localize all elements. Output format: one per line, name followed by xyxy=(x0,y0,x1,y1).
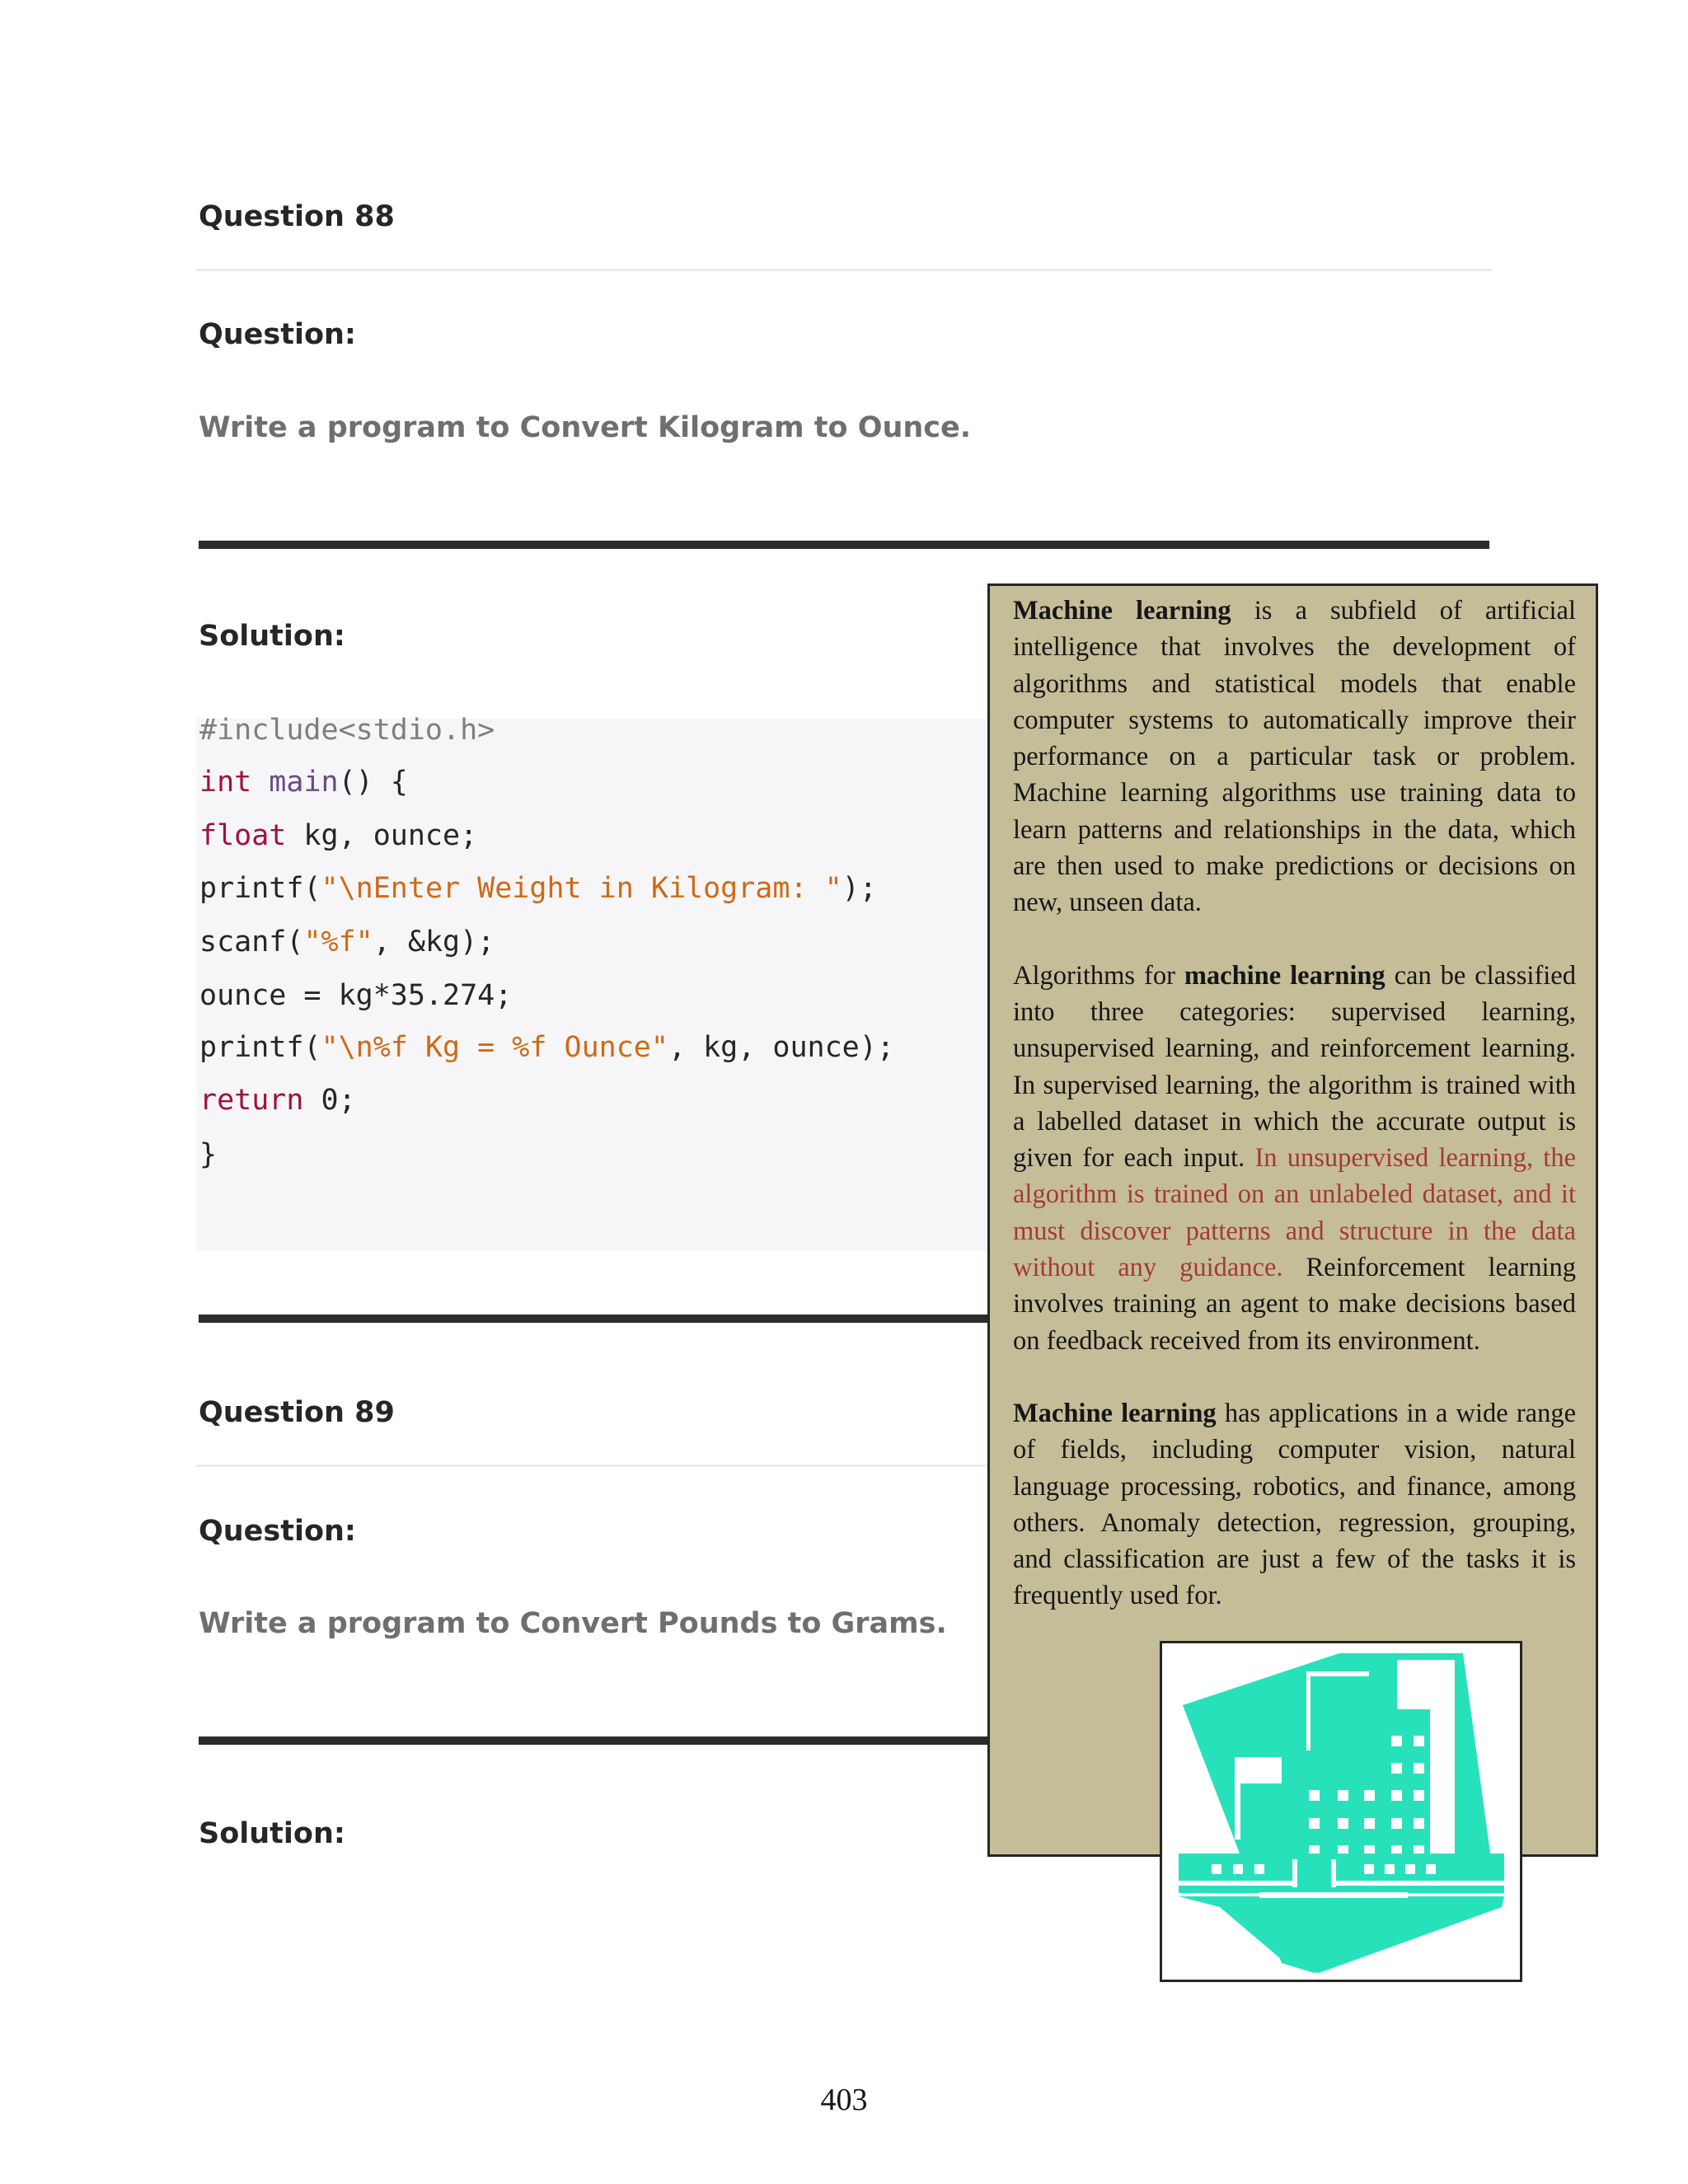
sidebar-paragraph: Machine learning has applications in a wide range of fields, including computer vision, natural language processing, robotics, and finance, among others. Anomaly detection, regression, grouping, and classification are just a few of the tasks it is frequently used for. xyxy=(1013,1398,1576,1611)
code-line: ounce = kg*35.274; xyxy=(199,979,513,1012)
sidebar-paragraph: Machine learning is a subfield of artificial intelligence that involves the development of algorithms and statistical models that enable computer systems to automatically improve their performance on a particular task or problem. Machine learning algorithms use training data to learn patterns and relationships in the data, which are then used to make predictions or decisions on new, unseen data. xyxy=(1013,596,1577,918)
code-line: int main() { xyxy=(199,766,408,799)
solution-label: Solution: xyxy=(199,620,345,653)
code-line: #include<stdio.h> xyxy=(199,714,495,747)
question-88-title: Question 88 xyxy=(199,200,395,233)
divider xyxy=(196,1465,987,1467)
code-line: } xyxy=(199,1138,218,1171)
building-logo-icon xyxy=(1162,1643,1520,1980)
section-divider xyxy=(199,1315,990,1323)
divider xyxy=(196,269,1492,271)
solution-label: Solution: xyxy=(199,1817,345,1850)
logo-frame xyxy=(1160,1641,1522,1982)
question-text: Write a program to Convert Kilogram to Ounce. xyxy=(199,411,972,444)
code-line: float kg, ounce; xyxy=(199,819,478,852)
code-line: scanf("%f", &kg); xyxy=(199,926,495,958)
question-89-title: Question 89 xyxy=(199,1396,395,1429)
code-line: printf("\n%f Kg = %f Ounce", kg, ounce); xyxy=(199,1031,894,1064)
sidebar-paragraph: Algorithms for machine learning can be classified into three categories: supervised learning, unsupervised learning, and reinforcement learning. In supervised learning, the algorithm is trained with a labelled dataset in which the accurate output is given for each input. In unsupervised learning, the algorithm is trained on an unlabeled dataset, and it must discover patterns and structure in the data without any guidance. Reinforcement learning involves training an agent to make decisions based on feedback received from its environment. xyxy=(1013,960,1576,1356)
code-line: printf("\nEnter Weight in Kilogram: "); xyxy=(199,872,877,905)
section-divider xyxy=(199,1736,990,1745)
question-label: Question: xyxy=(199,1515,356,1548)
code-line: return 0; xyxy=(199,1084,356,1117)
section-divider xyxy=(199,541,1489,549)
question-text: Write a program to Convert Pounds to Grams. xyxy=(199,1607,947,1640)
page-number: 403 xyxy=(820,2083,868,2117)
question-label: Question: xyxy=(199,318,356,351)
